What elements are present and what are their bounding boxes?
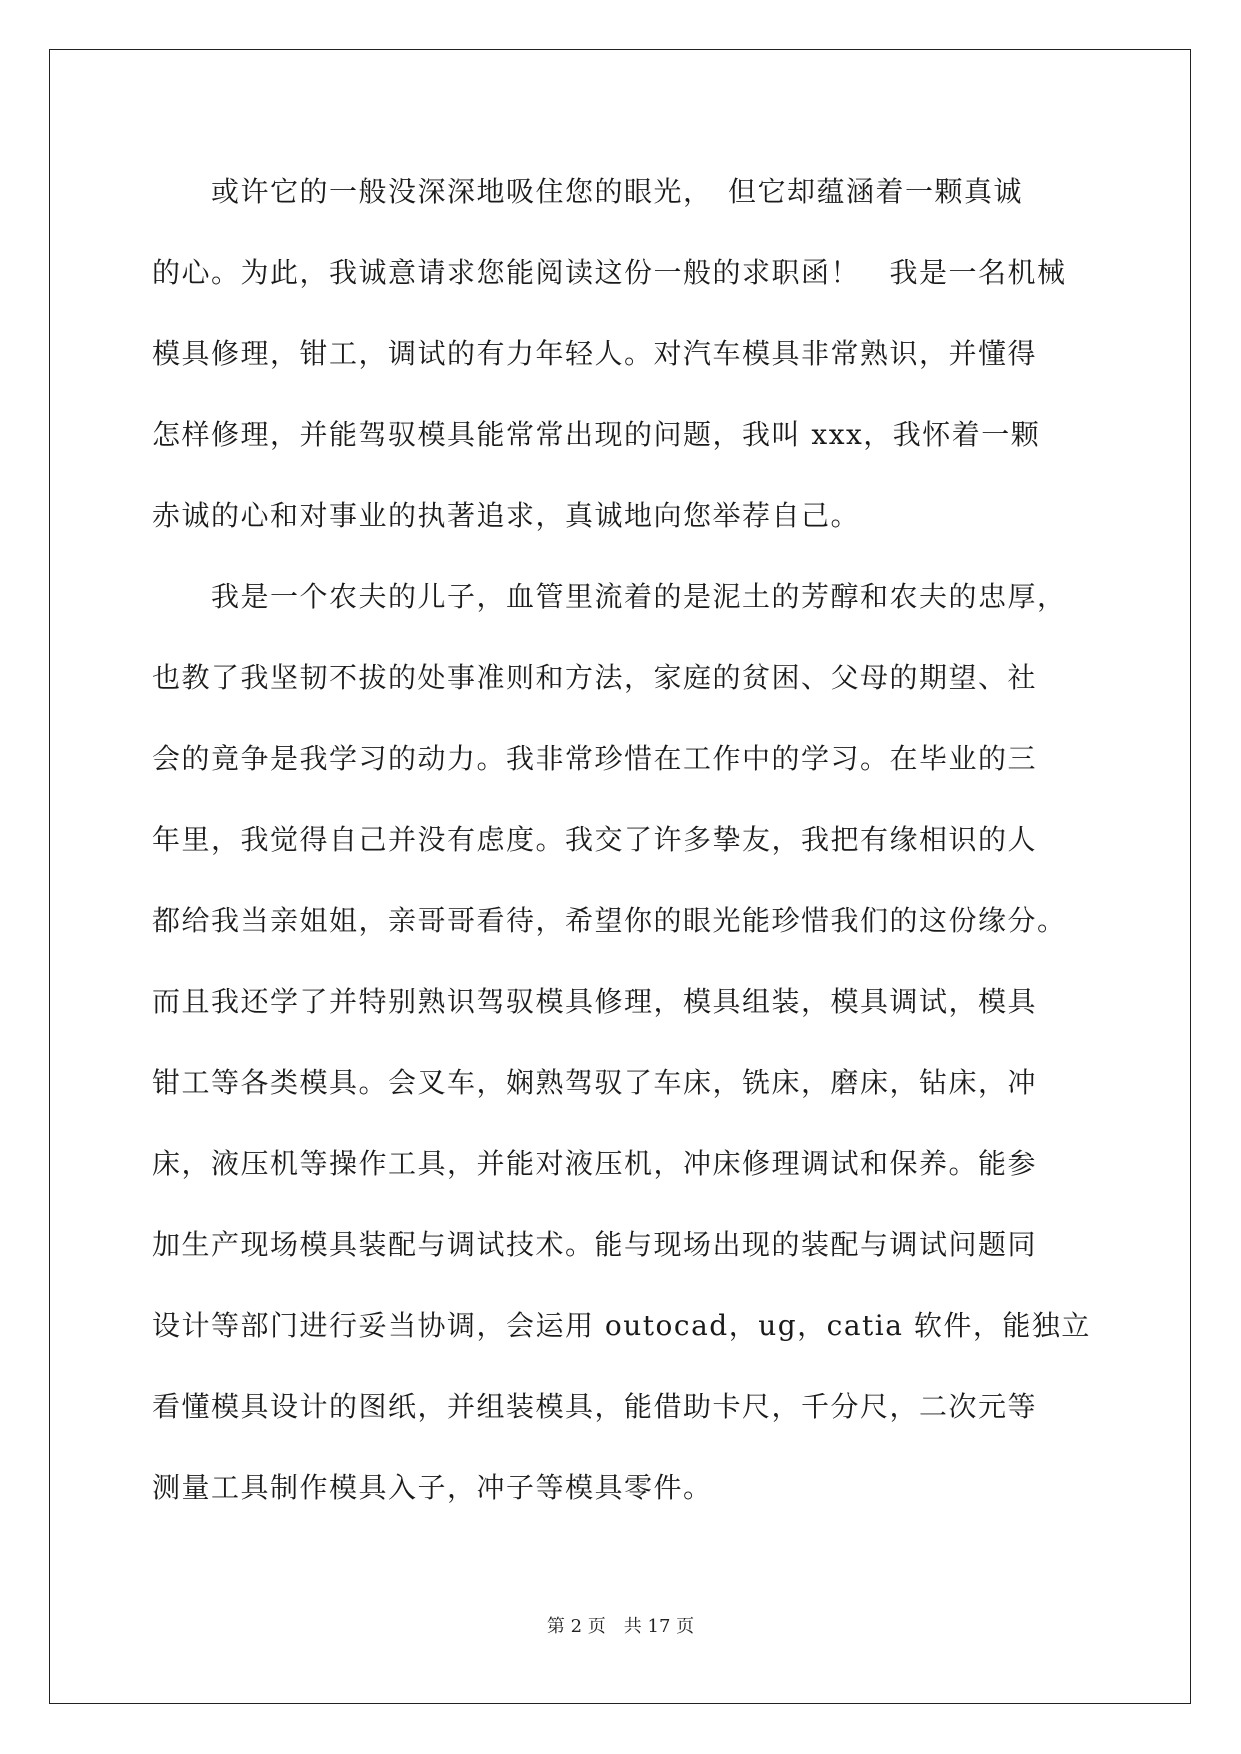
- text-line: 怎样修理，并能驾驭模具能常常出现的问题，我叫 xxx，我怀着一颗: [152, 418, 1041, 451]
- text-line: 钳工等各类模具。会叉车，娴熟驾驭了车床，铣床，磨床，钻床，冲: [152, 1066, 1038, 1099]
- text-line: 看懂模具设计的图纸，并组装模具，能借助卡尺，千分尺，二次元等: [152, 1390, 1038, 1423]
- page-total: 共 17 页: [623, 1616, 695, 1637]
- text-line: 会的竟争是我学习的动力。我非常珍惜在工作中的学习。在毕业的三: [152, 742, 1038, 775]
- text-line: 模具修理，钳工，调试的有力年轻人。对汽车模具非常熟识，并懂得: [152, 337, 1038, 370]
- text-line: 测量工具制作模具入子，冲子等模具零件。: [152, 1471, 713, 1504]
- page-number: 第 2 页: [546, 1616, 606, 1637]
- text-line: 而且我还学了并特别熟识驾驭模具修理，模具组装，模具调试，模具: [152, 985, 1038, 1018]
- text-line: 加生产现场模具装配与调试技术。能与现场出现的装配与调试问题同: [152, 1228, 1038, 1261]
- text-line: 赤诚的心和对事业的执著追求，真诚地向您举荐自己。: [152, 499, 861, 532]
- text-line: 床，液压机等操作工具，并能对液压机，冲床修理调试和保养。能参: [152, 1147, 1038, 1180]
- text-line: 我是一个农夫的儿子，血管里流着的是泥土的芳醇和农夫的忠厚，: [152, 580, 1067, 613]
- text-line: 年里，我觉得自己并没有虑度。我交了许多挚友，我把有缘相识的人: [152, 823, 1038, 856]
- text-line: 也教了我坚韧不拔的处事准则和方法，家庭的贫困、父母的期望、社: [152, 661, 1038, 694]
- text-line: 的心。为此，我诚意请求您能阅读这份一般的求职函！ 我是一名机械: [152, 256, 1067, 289]
- document-body: [152, 166, 1092, 1543]
- text-line: 都给我当亲姐姐，亲哥哥看待，希望你的眼光能珍惜我们的这份缘分。: [152, 904, 1067, 937]
- text-line: 或许它的一般没深深地吸住您的眼光， 但它却蕴涵着一颗真诚: [152, 175, 1024, 208]
- page-footer: [0, 1612, 1241, 1638]
- text-line: 设计等部门进行妥当协调，会运用 outocad，ug，catia 软件，能独立: [152, 1309, 1091, 1342]
